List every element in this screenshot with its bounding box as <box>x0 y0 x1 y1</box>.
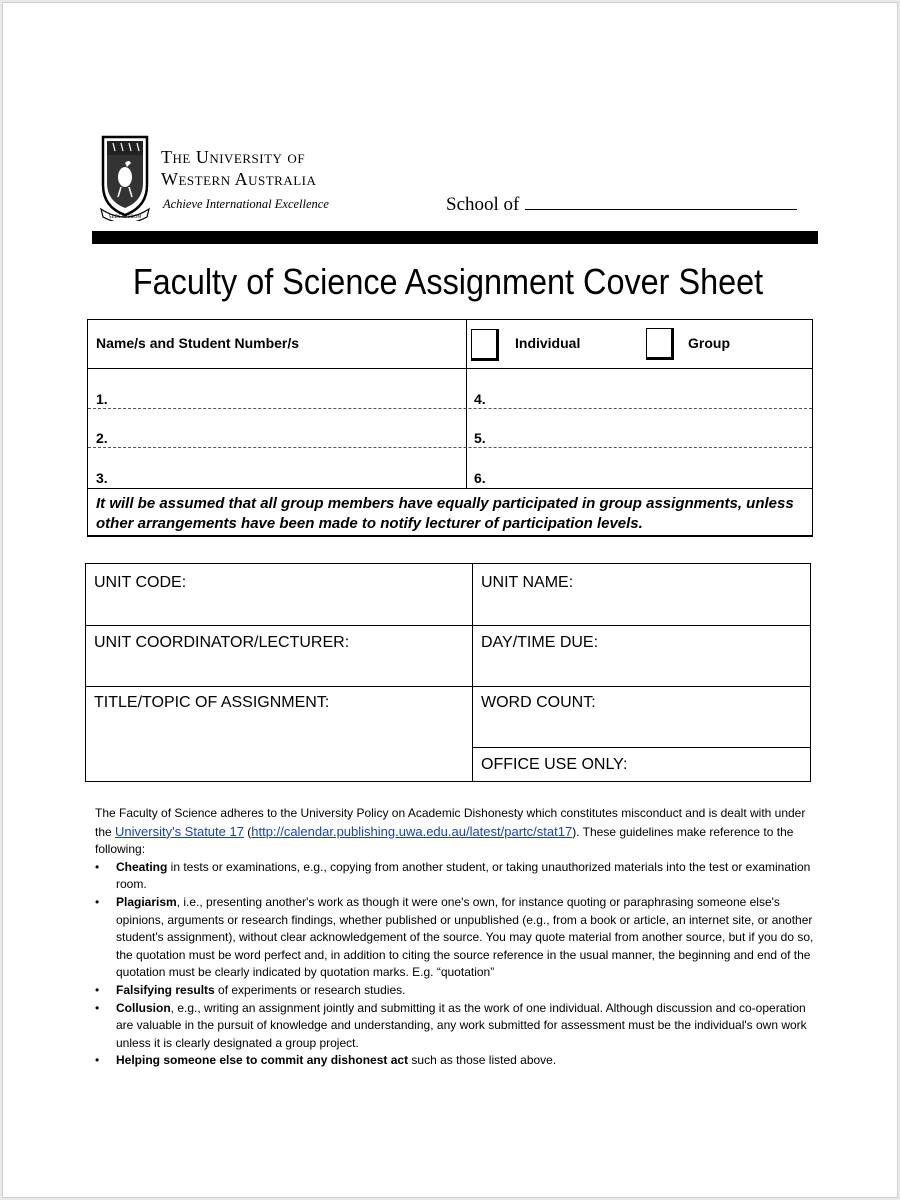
school-input-line[interactable] <box>525 193 797 210</box>
university-crest-logo <box>99 133 151 221</box>
list-item-term: Helping someone else to commit any dishonest act <box>116 1053 409 1068</box>
group-checkbox[interactable] <box>646 328 674 360</box>
school-field <box>446 193 797 216</box>
list-item-term: Plagiarism <box>116 894 177 909</box>
individual-label: Individual <box>515 335 581 351</box>
student-row-1[interactable]: 1. <box>96 391 108 407</box>
policy-intro <box>95 805 815 859</box>
student-row-2[interactable]: 2. <box>96 430 108 446</box>
bullet-icon: • <box>95 859 100 874</box>
list-item-term: Falsifying results <box>116 982 215 997</box>
student-row-6[interactable]: 6. <box>474 470 486 486</box>
due-date-field[interactable]: DAY/TIME DUE: <box>481 634 599 651</box>
university-motto: Achieve International Excellence <box>163 197 329 211</box>
row-divider <box>86 686 810 687</box>
list-item <box>95 1052 815 1070</box>
bullet-icon: • <box>95 982 100 997</box>
row-divider <box>472 747 811 748</box>
word-count-field[interactable]: WORD COUNT: <box>481 694 596 711</box>
list-item <box>95 1000 815 1053</box>
statute-17-link[interactable]: University's Statute 17 <box>115 823 244 839</box>
policy-intro-text: The Faculty of Science adheres to the University Policy on Academic Dishonesty which constitutes misconduct and is dealt with under the <box>95 806 806 839</box>
bullet-icon: • <box>95 1000 100 1015</box>
unit-name-field[interactable]: UNIT NAME: <box>481 574 574 591</box>
office-use-field: OFFICE USE ONLY: <box>481 756 628 773</box>
list-item-text: , i.e., presenting another's work as though it were one's own, for instance quoting or paraphrasing someone else's opinions, arguments or research findings, whether published or unpublished (e.g., from a book or article, an internet site, or another student's assignment), without clear acknowledgement of the source. You may quote material from another source, but if you do so, the quotation must be word perfect and, in addition to citing the source reference in the usual manner, the beginning and end of the quotation must be clearly indicated by quotation marks. E.g. “quotation” <box>116 894 814 980</box>
group-label: Group <box>688 335 730 351</box>
row-divider <box>88 447 812 448</box>
bullet-icon: • <box>95 1053 100 1068</box>
school-label: School of <box>446 194 520 215</box>
list-item-text: , e.g., writing an assignment jointly and submitting it as the work of one individual. Although discussion and co-operation are valuable in the pursuit of knowledge and understanding, any work submitted for assessment must be the individual's own work unless it is clearly designated a group project. <box>116 1000 807 1050</box>
list-item <box>95 859 815 894</box>
policy-paren: ( <box>243 824 252 839</box>
assignment-title-field[interactable]: TITLE/TOPIC OF ASSIGNMENT: <box>94 694 330 711</box>
university-name-line1: The University of <box>161 147 306 167</box>
list-item <box>95 894 815 982</box>
row-divider <box>86 625 810 626</box>
student-row-5[interactable]: 5. <box>474 430 486 446</box>
statute-url-link[interactable]: http://calendar.publishing.uwa.edu.au/latest/partc/stat17 <box>251 823 573 839</box>
crest-motto-text: SEEK WISDOM <box>108 215 142 220</box>
bullet-icon: • <box>95 894 100 909</box>
dishonesty-list <box>95 859 815 1070</box>
document-page <box>2 2 898 1198</box>
student-names-table <box>87 319 813 537</box>
unit-coordinator-field[interactable]: UNIT COORDINATOR/LECTURER: <box>94 634 350 651</box>
row-divider <box>88 368 812 369</box>
group-participation-notice: It will be assumed that all group members have equally participated in group assignments, unless other arrangements have been made to notify lecturer of participation levels. <box>96 495 794 532</box>
column-divider <box>472 564 473 781</box>
row-divider <box>88 488 812 489</box>
list-item-term: Cheating <box>116 859 168 874</box>
university-name-line2: Western Australia <box>161 169 317 189</box>
student-row-4[interactable]: 4. <box>474 391 486 407</box>
university-name <box>161 146 316 190</box>
names-header-label: Name/s and Student Number/s <box>96 335 300 351</box>
unit-code-field[interactable]: UNIT CODE: <box>94 574 187 591</box>
academic-dishonesty-policy <box>95 805 815 1070</box>
unit-info-table <box>85 563 811 782</box>
policy-intro-text-end: ). These guidelines make reference to the following: <box>95 824 794 857</box>
list-item-text: in tests or examinations, e.g., copying from another student, or taking unauthorized materials into the test or examination room. <box>116 859 811 892</box>
list-item-text: of experiments or research studies. <box>214 982 406 997</box>
header-rule <box>92 231 818 244</box>
column-divider <box>466 320 467 489</box>
row-divider <box>88 408 812 409</box>
page-title: Faculty of Science Assignment Cover Sheet <box>132 261 764 302</box>
list-item-term: Collusion <box>116 1000 171 1015</box>
list-item <box>95 982 815 1000</box>
student-row-3[interactable]: 3. <box>96 470 108 486</box>
list-item-text: such as those listed above. <box>408 1053 557 1068</box>
individual-checkbox[interactable] <box>471 329 499 361</box>
